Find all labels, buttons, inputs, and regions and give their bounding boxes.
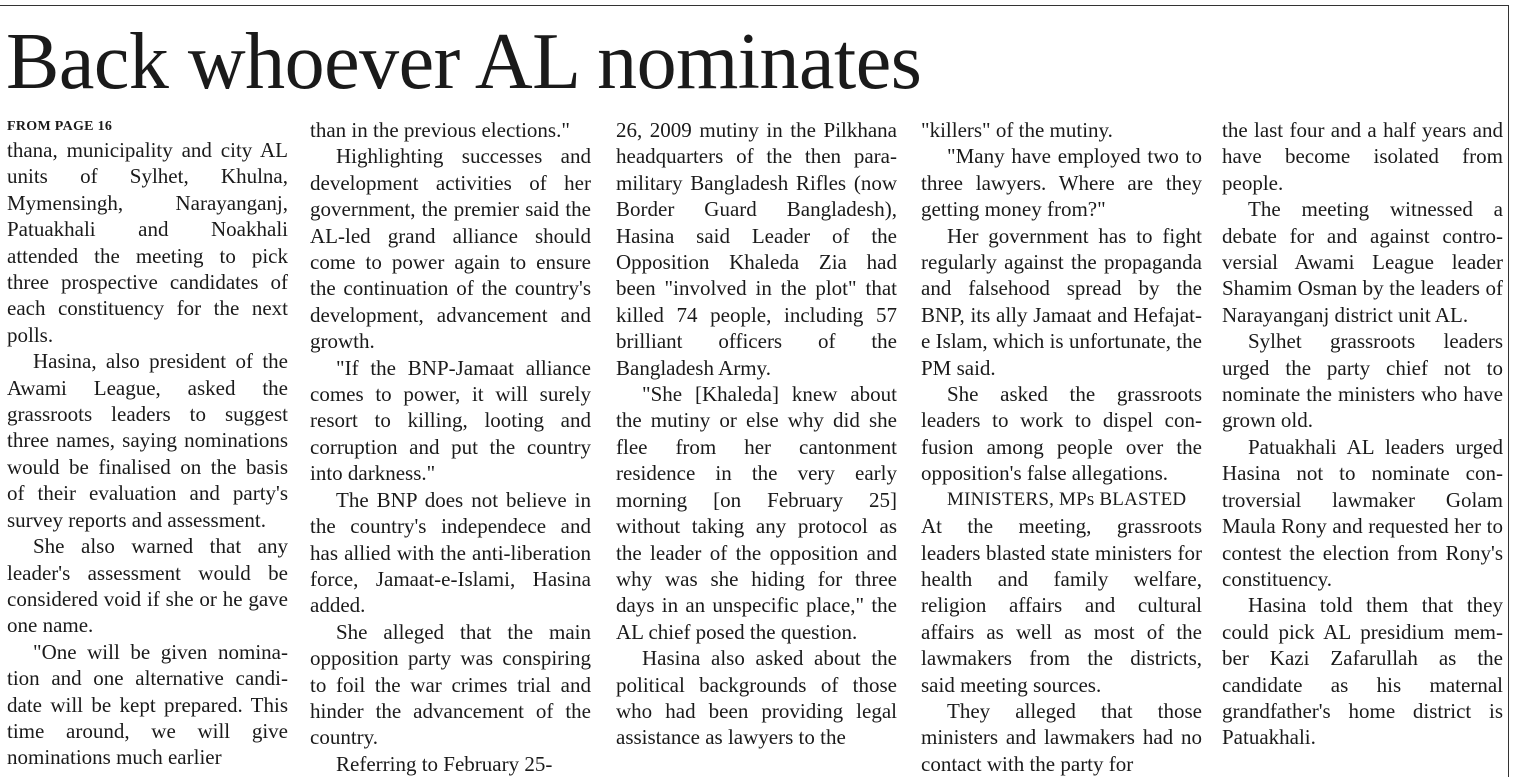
- right-column-rule: [1508, 5, 1509, 777]
- column-4: [921, 117, 1202, 777]
- paragraph: She asked the grassroots leaders to work to dispel confusion among people over the opposition's false allegations.: [921, 382, 1202, 486]
- paragraph: "Many have employed two to three lawyers. Where are they getting money from?": [921, 144, 1202, 222]
- paragraph: The meeting witnessed a debate for and against controversial Awami League leader Shamim Osman by the leaders of Narayanganj district unit AL.: [1222, 197, 1503, 327]
- paragraph: 26, 2009 mutiny in the Pilkhana headquarters of the then para-military Bangladesh Rifles (now Border Guard Bangladesh), Hasina said Leader of the Opposition Khaleda Zia had been "involved in the plot" that killed 74 people, including 57 brilliant officers of the Bangladesh Army.: [616, 118, 897, 380]
- column-2: [310, 117, 591, 777]
- paragraph: They alleged that those ministers and lawmakers had no contact with the party for: [921, 698, 1202, 776]
- column-5: [1222, 117, 1503, 777]
- paragraph: Hasina also asked about the political backgrounds of those who had been providing legal assistance as lawyers to the: [616, 646, 897, 750]
- column-3: [616, 117, 897, 777]
- jump-line: FROM PAGE 16: [7, 119, 113, 134]
- top-rule: [0, 5, 1508, 6]
- headline: Back whoever AL nominates: [6, 18, 922, 106]
- paragraph: She alleged that the main opposition party was conspiring to foil the war crimes trial and hinder the advancement of the country.: [310, 619, 591, 750]
- paragraph: Sylhet grassroots leaders urged the party chief not to nominate the ministers who have grown old.: [1222, 329, 1503, 433]
- article-body: [7, 117, 1507, 777]
- subhead: MINISTERS, MPs BLASTED: [947, 488, 1187, 510]
- paragraph: "killers" of the mutiny.: [921, 118, 1113, 142]
- paragraph: "She [Khaleda] knew about the mutiny or else why did she flee from her cantonment residence in the very early morning [on February 25] without taking any protocol as the leader of the opposition and why was she hiding for three days in an unspecific place," the AL chief posed the question.: [616, 382, 897, 644]
- paragraph: She also warned that any leader's assessment would be considered void if she or he gave one name.: [7, 534, 288, 638]
- paragraph: "One will be given nomination and one alternative candidate will be kept prepared. This time around, we will give nominations much earlier: [7, 639, 288, 770]
- paragraph: "If the BNP-Jamaat alliance comes to power, it will surely resort to killing, looting and corruption and put the country into darkness.": [310, 355, 591, 486]
- paragraph: The BNP does not believe in the country's independece and has allied with the anti-liberation force, Jamaat-e-Islami, Hasina added.: [310, 487, 591, 618]
- paragraph: Patuakhali AL leaders urged Hasina not to nominate controversial lawmaker Golam Maula Rony and requested her to contest the election from Rony's constituency.: [1222, 434, 1503, 591]
- paragraph: Highlighting successes and development activities of her government, the premier said the AL-led grand alliance should come to power again to ensure the continuation of the country's development, advancement and growth.: [310, 144, 591, 354]
- paragraph: Hasina, also president of the Awami League, asked the grassroots leaders to suggest three names, saying nominations would be finalised on the basis of their evaluation and party's survey reports and assessment.: [7, 349, 288, 532]
- paragraph: the last four and a half years and have become isolated from people.: [1222, 118, 1503, 195]
- paragraph: than in the previous elections.": [310, 118, 570, 142]
- paragraph: Her government has to fight regularly against the propaganda and falsehood spread by the BNP, its ally Jamaat and Hefajat-e Islam, which is unfortunate, the PM said.: [921, 223, 1202, 380]
- paragraph: Referring to February 25-: [336, 751, 553, 776]
- paragraph: thana, municipality and city AL units of Sylhet, Khulna, Mymensingh, Narayanganj, Patuakhali and Noakhali attended the meeting to pick three prospective candidates of each constituency for the next polls.: [7, 138, 288, 347]
- paragraph: At the meeting, grassroots leaders blasted state ministers for health and family welfare, religion affairs and cultural affairs as well as most of the lawmakers from the districts, said meeting sources.: [921, 514, 1202, 697]
- column-1: [7, 117, 288, 777]
- paragraph: Hasina told them that they could pick AL presidium member Kazi Zafarullah as the candidate as his maternal grandfather's home district is Patuakhali.: [1222, 593, 1503, 750]
